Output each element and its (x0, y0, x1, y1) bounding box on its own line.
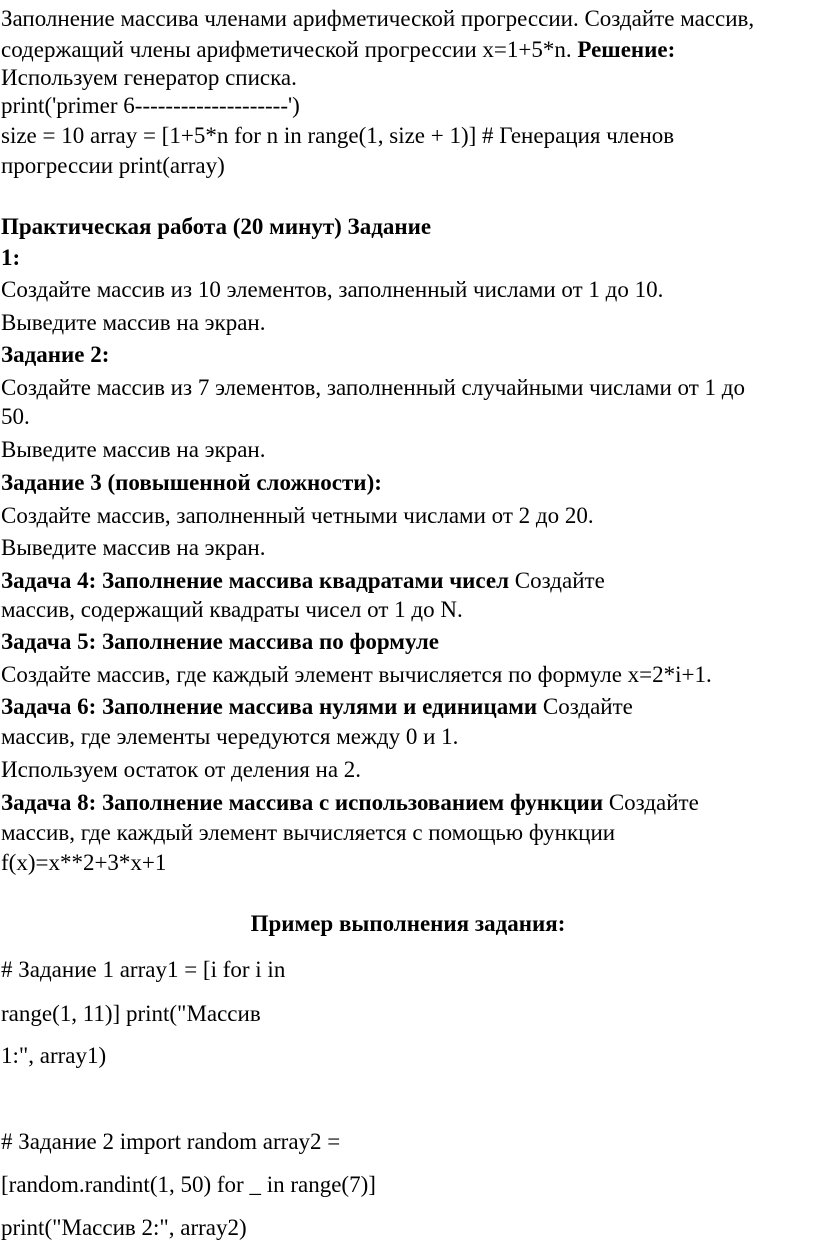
task3-line-1: Создайте массив, заполненный четными числами от 2 до 20. (1, 503, 594, 528)
example1-line-2: range(1, 11)] print("Массив (1, 1001, 261, 1026)
task2-line-3: Выведите массив на экран. (1, 437, 266, 462)
intro-line-2 (1, 35, 675, 65)
practice-heading-2: 1: (1, 245, 21, 270)
example2-line-3: print("Массив 2:", array2) (1, 1215, 247, 1240)
task6-line-2: Используем остаток от деления на 2. (1, 757, 362, 782)
task3-title: Задание 3 (повышенной сложности): (1, 470, 382, 495)
code-line-1: print('primer 6--------------------') (1, 93, 300, 118)
task4-line-1: массив, содержащий квадраты чисел от 1 до N. (1, 597, 463, 622)
task2-title: Задание 2: (1, 342, 110, 367)
task3-line-2: Выведите массив на экран. (1, 535, 266, 560)
intro-line-1: Заполнение массива членами арифметической прогрессии. Создайте массив, (1, 6, 755, 31)
task5-line-1: Создайте массив, где каждый элемент вычисляется по формуле x=2*i+1. (1, 662, 712, 687)
example1-line-1: # Задание 1 array1 = [i for i in (1, 957, 286, 982)
task2-line-1: Создайте массив из 7 элементов, заполненный случайными числами от 1 до (1, 375, 745, 400)
example-heading: Пример выполнения задания: (250, 911, 566, 936)
task4-title-line (1, 566, 605, 596)
example2-line-2: [random.randint(1, 50) for _ in range(7)] (1, 1172, 376, 1197)
task1-line-2: Выведите массив на экран. (1, 310, 266, 335)
task6-title: Задача 6: Заполнение массива нулями и единицами (1, 694, 538, 719)
task8-line-2: f(x)=x**2+3*x+1 (1, 850, 167, 875)
example1-line-3: 1:", array1) (1, 1043, 107, 1068)
code-line-2: size = 10 array = [1+5*n for n in range(1, size + 1)] # Генерация членов (1, 123, 675, 148)
task6-line-1: массив, где элементы чередуются между 0 и 1. (1, 724, 459, 749)
task8-line-1: массив, где каждый элемент вычисляется с помощью функции (1, 820, 616, 845)
task8-tail: Создайте (603, 790, 699, 815)
practice-heading-1: Практическая работа (20 минут) Задание (1, 214, 432, 239)
task1-line-1: Создайте массив из 10 элементов, заполненный числами от 1 до 10. (1, 277, 664, 302)
intro-line-3: Используем генератор списка. (1, 65, 297, 90)
task4-title: Задача 4: Заполнение массива квадратами чисел (1, 568, 510, 593)
task5-title: Задача 5: Заполнение массива по формуле (1, 629, 440, 654)
task4-tail: Создайте (509, 568, 605, 593)
task8-title: Задача 8: Заполнение массива с использованием функции (1, 790, 604, 815)
task6-title-line (1, 692, 633, 722)
example2-line-1: # Задание 2 import random array2 = (1, 1129, 341, 1154)
task8-title-line (1, 788, 699, 818)
task2-line-2: 50. (1, 404, 30, 429)
intro-line-2-text: содержащий члены арифметической прогрессии x=1+5*n. (1, 37, 578, 62)
code-line-3: прогрессии print(array) (1, 153, 225, 178)
task6-tail: Создайте (537, 694, 633, 719)
solution-label: Решение: (577, 37, 676, 62)
